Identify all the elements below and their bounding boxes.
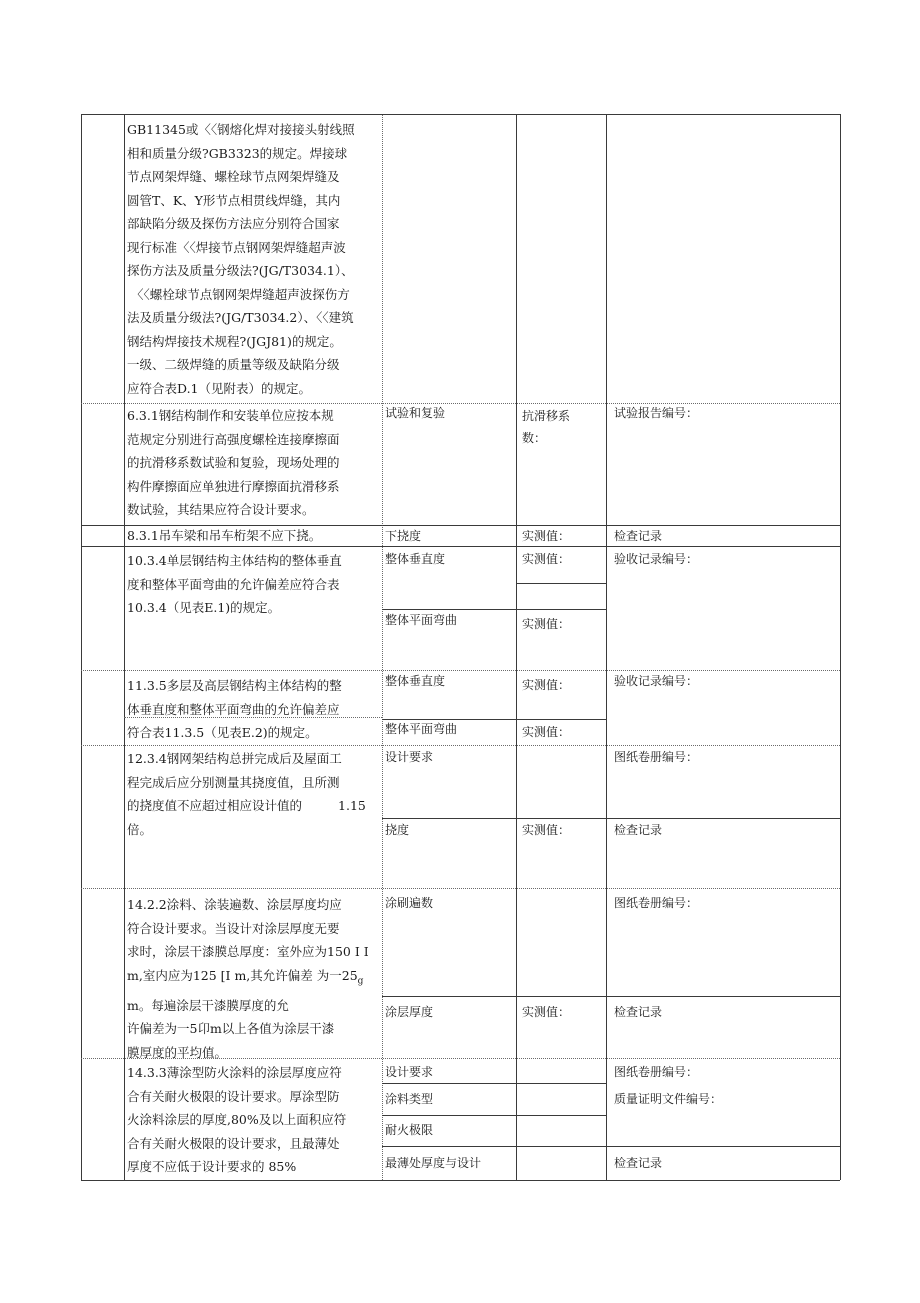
clause-line: 节点网架焊缝、螺栓球节点网架焊缝及: [127, 169, 340, 184]
clause-line: 求时，涂层干漆膜总厚度：室外应为150 I I: [127, 944, 369, 959]
subrow-divider: [516, 583, 606, 584]
check-item: 试验和复验: [385, 406, 446, 420]
check-item: 整体垂直度: [385, 674, 446, 688]
clause-line: 14.3.3薄涂型防火涂料的涂层厚度应符: [127, 1065, 342, 1080]
record-label: 验收记录编号：: [614, 674, 699, 688]
clause-text-12-3-4: [127, 747, 366, 841]
clause-line: 度和整体平面弯曲的允许偏差应符合表: [127, 576, 340, 592]
row-divider: [81, 745, 840, 746]
measured-value-label: 实测值：: [522, 529, 571, 543]
subrow-divider: [382, 996, 840, 997]
clause-line-text: 的挠度值不应超过相应设计值的: [127, 798, 303, 813]
clause-line: 14.2.2涂料、涂装遍数、涂层厚度均应: [127, 897, 342, 912]
clause-line: [127, 964, 369, 994]
check-item: 整体垂直度: [385, 552, 446, 566]
clause-line: m。每遍涂层干漆膜厚度的允: [127, 997, 289, 1013]
clause-line: 现行标准〈〈焊接节点钢网架焊缝超声波: [127, 239, 346, 255]
measured-value-label: [522, 405, 570, 449]
clause-line: 数试验，其结果应符合设计要求。: [127, 502, 315, 517]
column-divider: [124, 114, 125, 1180]
measured-value-label: 实测值：: [522, 678, 571, 692]
measured-value-label: 实测值：: [522, 1005, 571, 1019]
check-item: 涂层厚度: [385, 1005, 434, 1019]
clause-line: 10.3.4（见表E.1)的规定。: [127, 600, 281, 615]
check-item: 最薄处厚度与设计: [385, 1156, 482, 1170]
subrow-divider: [382, 818, 840, 819]
clause-text-14-2-2: [127, 893, 369, 1064]
clause-line: 探伤方法及质量分级法?(JG/T3034.1）、: [127, 263, 354, 278]
check-item: 下挠度: [385, 529, 422, 543]
clause-line: 合有关耐火极限的设计要求。厚涂型防: [127, 1088, 340, 1104]
subrow-divider: [382, 1115, 606, 1116]
table-border-bottom: [81, 1180, 840, 1181]
clause-line: 体垂直度和整体平面弯曲的允许偏差应: [127, 701, 340, 717]
clause-text-weld-inspection: [127, 118, 355, 400]
clause-text-14-3-3: [127, 1061, 346, 1179]
clause-line: 6.3.1钢结构制作和安装单位应按本规: [127, 408, 334, 423]
check-item: 耐火极限: [385, 1123, 434, 1137]
clause-line: 程完成后应分别测量其挠度值，且所测: [127, 774, 340, 790]
table-border-right: [840, 114, 841, 1180]
value-line: 抗滑移系: [522, 409, 571, 423]
subrow-divider: [382, 609, 606, 610]
check-item: 涂刷遍数: [385, 896, 434, 910]
clause-line: 构件摩擦面应单独进行摩擦面抗滑移系: [127, 478, 340, 494]
clause-line: 应符合表D.1（见附表）的规定。: [127, 380, 312, 396]
check-item: 涂料类型: [385, 1092, 434, 1106]
record-label: 检查记录: [614, 1005, 663, 1019]
record-label: 试验报告编号：: [614, 406, 699, 420]
clause-line: 12.3.4钢网架结构总拼完成后及屋面工: [127, 751, 342, 766]
check-item: 整体平面弯曲: [385, 722, 458, 736]
measured-value-label: 实测值：: [522, 552, 571, 566]
clause-line: 符合设计要求。当设计对涂层厚度无要: [127, 920, 340, 936]
clause-line-text: m,室内应为125 [I m,其允许偏差 为一25: [127, 967, 358, 983]
clause-line: 相和质量分级?GB3323的规定。焊接球: [127, 145, 348, 161]
clause-text-8-3-1: [127, 524, 321, 548]
measured-value-label: 实测值：: [522, 823, 571, 837]
clause-line: 倍。: [127, 821, 153, 837]
row-divider: [81, 670, 840, 671]
column-divider: [516, 114, 517, 1180]
clause-line: 范规定分别进行高强度螺栓连接摩擦面: [127, 431, 340, 447]
clause-line: 的抗滑移系数试验和复验，现场处理的: [127, 455, 340, 470]
check-item: 设计要求: [385, 750, 434, 764]
subrow-divider: [382, 1146, 840, 1147]
value-line: 数：: [522, 431, 547, 445]
record-label: 图纸卷册编号：: [614, 750, 699, 764]
subscript-mark: g: [357, 976, 364, 986]
measured-value-label: 实测值：: [522, 725, 571, 739]
table-border-top: [81, 114, 840, 115]
table-border-left: [81, 114, 82, 1180]
clause-line: GB11345或〈〈钢熔化焊对接接头射线照: [127, 122, 355, 137]
record-label: 图纸卷册编号：: [614, 896, 699, 910]
clause-line: 8.3.1吊车梁和吊车桁架不应下挠。: [127, 528, 322, 543]
deflection-multiplier: 1.15: [338, 798, 366, 813]
clause-line: 〈〈螺栓球节点钢网架焊缝超声波探伤方: [131, 286, 350, 302]
record-label: 检查记录: [614, 1156, 663, 1170]
measured-value-label: 实测值：: [522, 617, 571, 631]
record-label: 检查记录: [614, 529, 663, 543]
row-divider: [81, 888, 840, 889]
subrow-divider: [382, 1083, 606, 1084]
clause-line: 厚度不应低于设计要求的 85%: [127, 1159, 297, 1174]
clause-line: 部缺陷分级及探伤方法应分别符合国家: [127, 216, 340, 231]
column-divider: [382, 114, 383, 1180]
clause-text-10-3-4: [127, 549, 342, 620]
record-label: 质量证明文件编号：: [614, 1092, 723, 1106]
check-item: 设计要求: [385, 1065, 434, 1079]
record-label: 检查记录: [614, 823, 663, 837]
clause-line: 合有关耐火极限的设计要求，且最薄处: [127, 1135, 340, 1151]
clause-line: 火涂料涂层的厚度,80%及以上面积应符: [127, 1112, 347, 1127]
subrow-divider: [382, 719, 606, 720]
column-divider: [606, 114, 607, 1180]
record-label: 图纸卷册编号：: [614, 1065, 699, 1079]
clause-line: 11.3.5多层及高层钢结构主体结构的整: [127, 678, 342, 693]
clause-line: [127, 794, 366, 818]
clause-text-6-3-1: [127, 404, 340, 522]
clause-line: 法及质量分级法?(JG/T3034.2）、〈〈建筑: [127, 310, 354, 325]
check-item: 整体平面弯曲: [385, 613, 458, 627]
clause-line: 许偏差为一5卬m以上各值为涂层干漆: [127, 1021, 335, 1036]
clause-line: 钢结构焊接技术规程?(JGJ81)的规定。: [127, 333, 342, 349]
clause-line: 圆管T、K、Y形节点相贯线焊缝，其内: [127, 192, 341, 208]
check-item: 挠度: [385, 823, 410, 837]
clause-line: 膜厚度的平均值。: [127, 1044, 228, 1060]
clause-line: 符合表11.3.5（见表E.2)的规定。: [127, 725, 318, 740]
clause-line: 10.3.4单层钢结构主体结构的整体垂直: [127, 553, 342, 568]
record-label: 验收记录编号：: [614, 552, 699, 566]
clause-text-11-3-5: [127, 674, 342, 745]
clause-line: 一级、二级焊缝的质量等级及缺陷分级: [127, 357, 340, 372]
